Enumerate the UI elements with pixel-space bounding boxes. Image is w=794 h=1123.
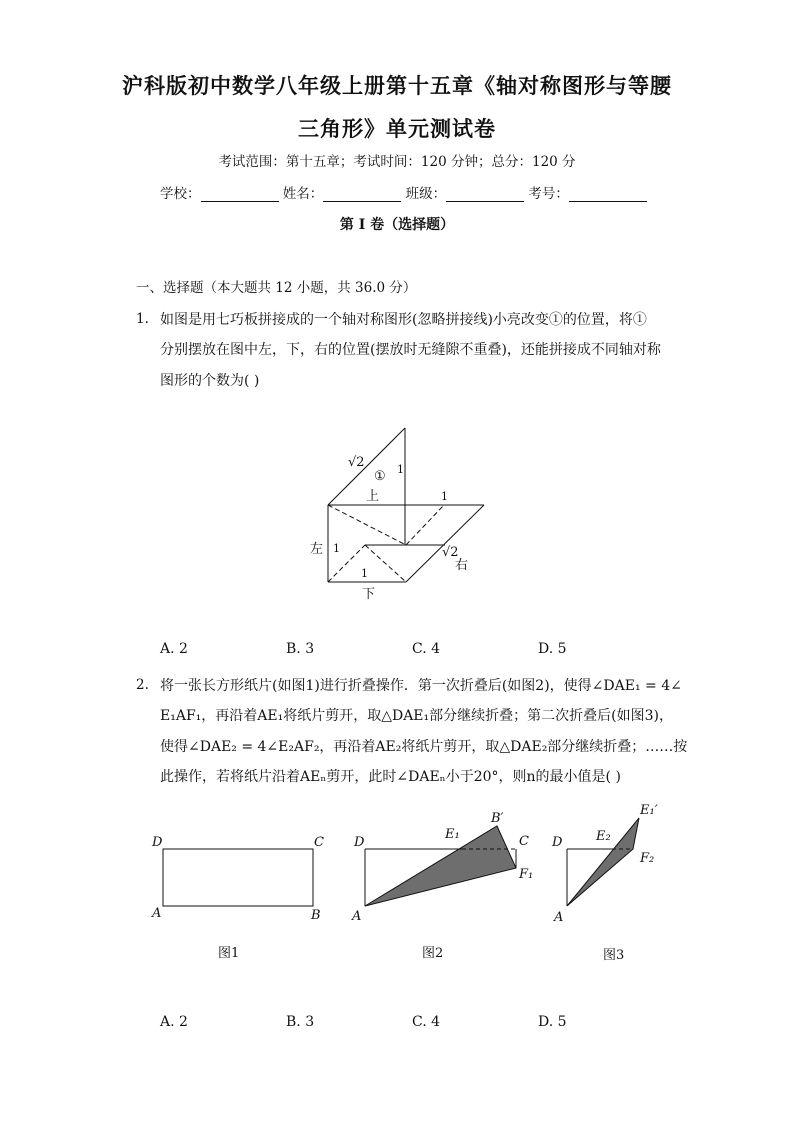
q2-fig3-A: A (554, 910, 564, 925)
q2-fig3-D: D (552, 835, 563, 850)
q2-fig3-F2: F₂ (640, 851, 655, 866)
name-blank[interactable] (323, 187, 401, 202)
q2-option-d[interactable]: D. 5 (538, 1014, 567, 1030)
q2-fig1-B: B (311, 908, 321, 923)
q2-option-c[interactable]: C. 4 (412, 1014, 441, 1030)
q2-fig3-E2: E₂ (596, 829, 611, 844)
q1-line-1: 如图是用七巧板拼接成的一个轴对称图形(忽略拼接线)小亮改变①的位置，将① (160, 312, 647, 328)
q2-line-2: E₁AF₁，再沿着AE₁将纸片剪开，取△DAE₁部分继续折叠；第二次折叠后(如图3)， (160, 708, 673, 724)
q2-number: 2. (136, 677, 149, 693)
q2-option-b[interactable]: B. 3 (286, 1014, 315, 1030)
q1-tangram-figure (300, 420, 500, 605)
q1-line-2: 分别摆放在图中左，下，右的位置(摆放时无缝隙不重叠)，还能拼接成不同轴对称 (160, 342, 661, 358)
q2-line-3: 使得∠DAE₂ = 4∠E₂AF₂，再沿着AE₂将纸片剪开，取△DAE₂部分继续折叠；……按 (160, 739, 688, 755)
number-label: 考号： (528, 186, 569, 202)
student-fields (160, 182, 647, 202)
q1-label-one-bottom: 1 (361, 567, 368, 580)
q2-fig1 (151, 835, 324, 961)
q1-label-up: 上 (366, 489, 380, 504)
q1-option-a[interactable]: A. 2 (160, 641, 188, 657)
school-blank[interactable] (201, 187, 279, 202)
class-label: 班级： (405, 186, 447, 202)
q1-number: 1. (136, 311, 149, 327)
number-blank[interactable] (569, 187, 647, 202)
q2-fig2-C: C (519, 834, 529, 849)
q2-fig3-caption: 图3 (603, 948, 625, 963)
class-blank[interactable] (446, 187, 524, 202)
q2-fig1-A: A (152, 906, 162, 921)
q2-fig1-caption: 图1 (218, 946, 240, 961)
q2-fig3-E1p: E₁′ (640, 803, 658, 818)
q2-fig2-F1: F₁ (519, 867, 534, 882)
q2-figures (140, 800, 680, 970)
q1-label-left: 左 (310, 542, 324, 557)
q1-label-one-right: 1 (397, 463, 404, 476)
q2-option-a[interactable]: A. 2 (160, 1014, 188, 1030)
q1-option-c[interactable]: C. 4 (412, 641, 441, 657)
q1-option-b[interactable]: B. 3 (286, 641, 315, 657)
volume-title: 第 I 卷（选择题） (339, 217, 455, 233)
q1-label-right: 右 (455, 558, 469, 573)
q1-label-one-left: 1 (333, 542, 340, 555)
q1-label-circle1: ① (374, 469, 386, 484)
q1-option-d[interactable]: D. 5 (538, 641, 567, 657)
q2-line-4: 此操作，若将纸片沿着AEₙ剪开，此时∠DAEₙ小于20°，则n的最小值是( ) (160, 769, 621, 785)
q1-label-sqrt2-right: √2 (442, 545, 459, 560)
q1-label-down: 下 (362, 587, 376, 602)
q2-fig2-E1: E₁ (445, 827, 460, 842)
q2-fig2 (351, 811, 533, 961)
q2-fig1-D: D (152, 835, 163, 850)
exam-info: 考试范围：第十五章；考试时间：120 分钟；总分：120 分 (218, 154, 576, 170)
q2-fig2-D: D (354, 835, 365, 850)
q2-fig2-A: A (352, 909, 362, 924)
q2-line-1: 将一张长方形纸片(如图1)进行折叠操作．第一次折叠后(如图2)，使得∠DAE₁ = 4∠ (160, 678, 682, 694)
title-line-2: 三角形》单元测试卷 (298, 116, 496, 141)
q1-label-one-top: 1 (441, 490, 448, 503)
q2-fig1-C: C (314, 835, 324, 850)
q2-fig2-caption: 图2 (422, 946, 444, 961)
q2-fig2-Bp: B′ (491, 811, 504, 826)
q1-line-3: 图形的个数为( ) (160, 373, 260, 389)
q2-fig3 (551, 803, 658, 963)
section-header: 一、选择题（本大题共 12 小题，共 36.0 分） (136, 280, 417, 296)
title-line-1: 沪科版初中数学八年级上册第十五章《轴对称图形与等腰 (122, 73, 672, 98)
name-label: 姓名： (282, 186, 324, 202)
q1-label-sqrt2-top: √2 (348, 455, 365, 470)
school-label: 学校： (160, 186, 201, 202)
